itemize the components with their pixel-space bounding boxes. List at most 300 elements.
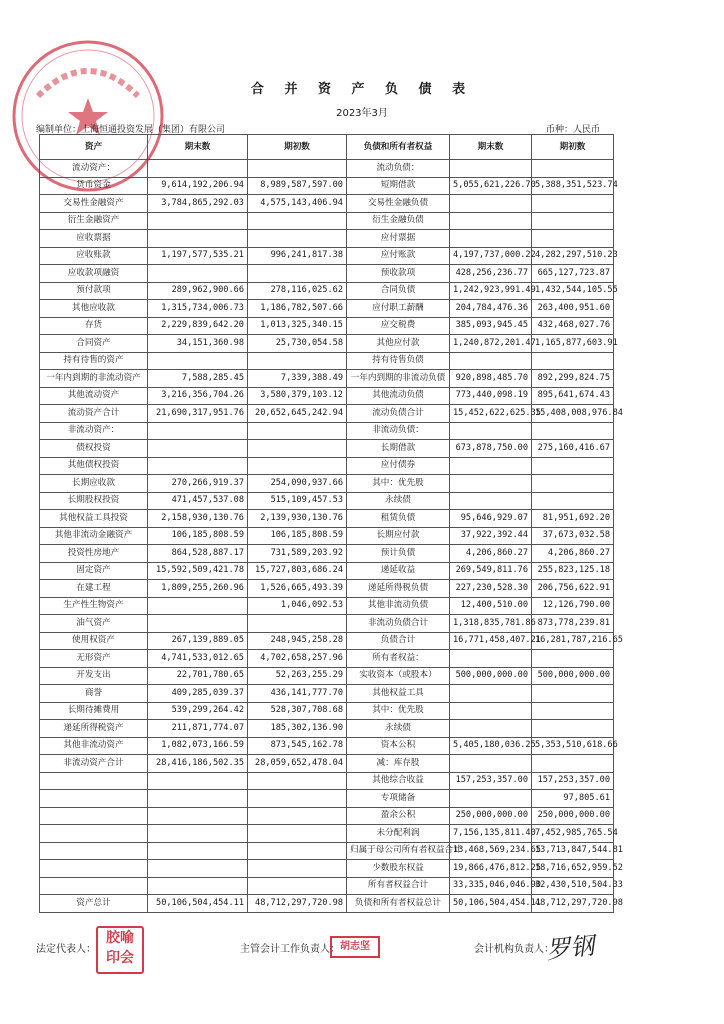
liability-begin-value (532, 755, 614, 773)
asset-begin-value: 48,712,297,720.98 (248, 895, 347, 913)
asset-end-value: 471,457,537.08 (148, 492, 248, 510)
liability-label: 其中：优先股 (347, 475, 450, 493)
liability-end-value (450, 492, 532, 510)
asset-end-value: 15,592,509,421.78 (148, 562, 248, 580)
asset-end-value (148, 842, 248, 860)
asset-label: 应收款项融资 (40, 265, 148, 283)
liability-label: 长期借款 (347, 440, 450, 458)
asset-label: 在建工程 (40, 580, 148, 598)
asset-begin-value (248, 352, 347, 370)
asset-label: 长期待摊费用 (40, 702, 148, 720)
liability-end-value (450, 720, 532, 738)
asset-label: 油气资产 (40, 615, 148, 633)
asset-end-value: 106,185,808.59 (148, 527, 248, 545)
liability-begin-value: 4,282,297,510.23 (532, 247, 614, 265)
asset-begin-value: 4,702,658,257.96 (248, 650, 347, 668)
liability-label: 应付债券 (347, 457, 450, 475)
liability-end-value: 673,878,750.00 (450, 440, 532, 458)
liability-label: 其他权益工具 (347, 685, 450, 703)
liability-end-value (450, 160, 532, 178)
asset-label: 存货 (40, 317, 148, 335)
table-row (40, 160, 614, 178)
asset-begin-value (248, 790, 347, 808)
liability-begin-value: 255,823,125.18 (532, 562, 614, 580)
liability-begin-value: 432,468,027.76 (532, 317, 614, 335)
table-row (40, 597, 614, 615)
liability-begin-value: 275,160,416.67 (532, 440, 614, 458)
asset-label (40, 772, 148, 790)
liability-label: 非流动负债合计 (347, 615, 450, 633)
asset-end-value: 22,701,780.65 (148, 667, 248, 685)
liability-label: 永续债 (347, 720, 450, 738)
asset-end-value: 2,158,930,130.76 (148, 510, 248, 528)
liability-begin-value (532, 650, 614, 668)
asset-label: 预付款项 (40, 282, 148, 300)
table-row (40, 772, 614, 790)
table-row (40, 475, 614, 493)
liability-end-value (450, 685, 532, 703)
liability-begin-value (532, 702, 614, 720)
liability-label: 预计负债 (347, 545, 450, 563)
liability-begin-value: 263,400,951.60 (532, 300, 614, 318)
liability-end-value (450, 702, 532, 720)
asset-begin-value: 15,727,803,686.24 (248, 562, 347, 580)
liability-label: 应付职工薪酬 (347, 300, 450, 318)
asset-begin-value (248, 230, 347, 248)
liability-end-value: 5,055,621,226.70 (450, 177, 532, 195)
asset-end-value (148, 457, 248, 475)
table-row (40, 562, 614, 580)
asset-begin-value: 8,989,587,597.00 (248, 177, 347, 195)
table-row (40, 860, 614, 878)
liability-end-value: 15,452,622,625.35 (450, 405, 532, 423)
liability-begin-value: 32,430,510,504.33 (532, 877, 614, 895)
liability-end-value: 5,405,180,036.25 (450, 737, 532, 755)
asset-end-value (148, 860, 248, 878)
liability-begin-value: 18,716,652,959.52 (532, 860, 614, 878)
liability-begin-value: 13,713,847,544.81 (532, 842, 614, 860)
liability-end-value: 227,230,528.30 (450, 580, 532, 598)
table-row (40, 825, 614, 843)
liability-begin-value (532, 212, 614, 230)
asset-begin-value (248, 860, 347, 878)
liability-label: 其他综合收益 (347, 772, 450, 790)
liability-begin-value: 48,712,297,720.98 (532, 895, 614, 913)
liability-begin-value: 500,000,000.00 (532, 667, 614, 685)
liability-begin-value: 5,388,351,523.74 (532, 177, 614, 195)
asset-end-value (148, 160, 248, 178)
table-row (40, 317, 614, 335)
asset-end-value (148, 230, 248, 248)
liability-begin-value: 97,805.61 (532, 790, 614, 808)
asset-begin-value: 106,185,808.59 (248, 527, 347, 545)
table-row (40, 510, 614, 528)
accounting-head-label: 主管会计工作负责人： (240, 944, 340, 955)
asset-begin-value (248, 825, 347, 843)
asset-label: 流动资产： (40, 160, 148, 178)
asset-begin-value: 528,307,708.68 (248, 702, 347, 720)
currency-label: 币种：人民币 (545, 125, 600, 135)
asset-end-value: 267,139,889.05 (148, 632, 248, 650)
asset-label: 应收票据 (40, 230, 148, 248)
asset-label (40, 842, 148, 860)
table-row (40, 195, 614, 213)
asset-label: 非流动资产： (40, 422, 148, 440)
asset-label: 开发支出 (40, 667, 148, 685)
table-row (40, 335, 614, 353)
liability-label: 实收资本（或股本） (347, 667, 450, 685)
asset-label: 无形资产 (40, 650, 148, 668)
liability-label: 永续债 (347, 492, 450, 510)
liability-begin-value: 665,127,723.87 (532, 265, 614, 283)
asset-label: 长期股权投资 (40, 492, 148, 510)
asset-begin-value: 3,580,379,103.12 (248, 387, 347, 405)
liability-label: 递延所得税负债 (347, 580, 450, 598)
asset-begin-value (248, 440, 347, 458)
asset-begin-value (248, 772, 347, 790)
liability-begin-value: 873,778,239.81 (532, 615, 614, 633)
liability-label: 盈余公积 (347, 807, 450, 825)
liability-begin-value: 206,756,622.91 (532, 580, 614, 598)
liability-label: 衍生金融负债 (347, 212, 450, 230)
table-row (40, 282, 614, 300)
table-row (40, 387, 614, 405)
liability-begin-value (532, 457, 614, 475)
liability-label: 专项储备 (347, 790, 450, 808)
asset-label (40, 807, 148, 825)
asset-end-value (148, 772, 248, 790)
table-row (40, 300, 614, 318)
asset-label: 其他应收款 (40, 300, 148, 318)
asset-begin-value (248, 422, 347, 440)
asset-label: 合同资产 (40, 335, 148, 353)
liability-end-value: 4,197,737,000.22 (450, 247, 532, 265)
asset-begin-value: 436,141,777.70 (248, 685, 347, 703)
asset-begin-value: 515,109,457.53 (248, 492, 347, 510)
asset-begin-value: 278,116,025.62 (248, 282, 347, 300)
asset-label: 货币资金 (40, 177, 148, 195)
asset-end-value: 3,216,356,704.26 (148, 387, 248, 405)
legal-rep-stamp-top: 胶喻 (106, 930, 134, 946)
asset-end-value: 34,151,360.98 (148, 335, 248, 353)
statement-period: 2023年3月 (336, 108, 388, 119)
asset-label: 投资性房地产 (40, 545, 148, 563)
asset-begin-value: 2,139,930,130.76 (248, 510, 347, 528)
liability-end-value: 920,898,485.70 (450, 370, 532, 388)
asset-label: 递延所得税资产 (40, 720, 148, 738)
header-asset-end: 期末数 (148, 135, 248, 160)
asset-label: 非流动资产合计 (40, 755, 148, 773)
liability-begin-value: 1,432,544,105.55 (532, 282, 614, 300)
asset-begin-value (248, 842, 347, 860)
asset-end-value: 7,588,285.45 (148, 370, 248, 388)
liability-label: 资本公积 (347, 737, 450, 755)
asset-begin-value: 1,013,325,340.15 (248, 317, 347, 335)
liability-begin-value (532, 685, 614, 703)
asset-label: 交易性金融资产 (40, 195, 148, 213)
table-row (40, 685, 614, 703)
liability-end-value: 385,093,945.45 (450, 317, 532, 335)
liability-end-value: 7,156,135,811.40 (450, 825, 532, 843)
asset-label: 衍生金融资产 (40, 212, 148, 230)
asset-begin-value: 52,263,255.29 (248, 667, 347, 685)
asset-begin-value: 996,241,817.38 (248, 247, 347, 265)
asset-label: 资产总计 (40, 895, 148, 913)
liability-begin-value: 7,452,985,765.54 (532, 825, 614, 843)
liability-label: 所有者权益： (347, 650, 450, 668)
accounting-dept-label: 会计机构负责人： (474, 944, 554, 955)
asset-end-value (148, 825, 248, 843)
liability-label: 流动负债： (347, 160, 450, 178)
liability-label: 负债和所有者权益总计 (347, 895, 450, 913)
liability-begin-value: 895,641,674.43 (532, 387, 614, 405)
asset-label: 其他流动资产 (40, 387, 148, 405)
liability-label: 其他非流动负债 (347, 597, 450, 615)
liability-label: 短期借款 (347, 177, 450, 195)
asset-end-value (148, 877, 248, 895)
liability-end-value (450, 352, 532, 370)
asset-label: 其他非流动金融资产 (40, 527, 148, 545)
asset-label: 使用权资产 (40, 632, 148, 650)
liability-end-value: 1,240,872,201.47 (450, 335, 532, 353)
liability-label: 所有者权益合计 (347, 877, 450, 895)
liability-label: 未分配利润 (347, 825, 450, 843)
asset-label: 持有待售的资产 (40, 352, 148, 370)
table-row (40, 650, 614, 668)
asset-begin-value: 731,589,203.92 (248, 545, 347, 563)
asset-begin-value: 873,545,162.78 (248, 737, 347, 755)
asset-end-value (148, 422, 248, 440)
table-row (40, 422, 614, 440)
asset-end-value (148, 615, 248, 633)
liability-begin-value: 892,299,824.75 (532, 370, 614, 388)
liability-begin-value: 250,000,000.00 (532, 807, 614, 825)
asset-end-value (148, 265, 248, 283)
liability-begin-value: 16,281,787,216.65 (532, 632, 614, 650)
table-row (40, 352, 614, 370)
asset-end-value: 864,528,887.17 (148, 545, 248, 563)
liability-end-value (450, 755, 532, 773)
asset-end-value: 21,690,317,951.76 (148, 405, 248, 423)
liability-end-value: 16,771,458,407.21 (450, 632, 532, 650)
liability-end-value: 37,922,392.44 (450, 527, 532, 545)
asset-begin-value (248, 212, 347, 230)
liability-end-value: 204,784,476.36 (450, 300, 532, 318)
asset-end-value: 1,315,734,006.73 (148, 300, 248, 318)
liability-end-value: 95,646,929.07 (450, 510, 532, 528)
accounting-head-stamp: 胡志坚 (330, 936, 380, 958)
table-row (40, 877, 614, 895)
table-row (40, 632, 614, 650)
asset-label: 长期应收款 (40, 475, 148, 493)
asset-end-value (148, 440, 248, 458)
table-row (40, 807, 614, 825)
liability-end-value: 50,106,504,454.11 (450, 895, 532, 913)
liability-end-value (450, 212, 532, 230)
header-liabilities: 负债和所有者权益 (347, 135, 450, 160)
liability-end-value: 428,256,236.77 (450, 265, 532, 283)
table-row (40, 405, 614, 423)
asset-label: 其他权益工具投资 (40, 510, 148, 528)
asset-label: 一年内到期的非流动资产 (40, 370, 148, 388)
table-row (40, 790, 614, 808)
liability-label: 其他流动负债 (347, 387, 450, 405)
asset-label: 生产性生物资产 (40, 597, 148, 615)
asset-label: 其他非流动资产 (40, 737, 148, 755)
legal-rep-stamp-bottom: 印会 (106, 950, 134, 966)
liability-label: 租赁负债 (347, 510, 450, 528)
liability-end-value: 157,253,357.00 (450, 772, 532, 790)
liability-label: 长期应付款 (347, 527, 450, 545)
asset-end-value: 289,962,900.66 (148, 282, 248, 300)
table-row (40, 492, 614, 510)
liability-label: 合同负债 (347, 282, 450, 300)
table-row (40, 370, 614, 388)
liability-end-value (450, 475, 532, 493)
liability-end-value: 33,335,046,046.90 (450, 877, 532, 895)
table-row (40, 457, 614, 475)
liability-begin-value (532, 475, 614, 493)
table-row (40, 667, 614, 685)
table-row (40, 702, 614, 720)
liability-end-value: 1,242,923,991.49 (450, 282, 532, 300)
table-row (40, 212, 614, 230)
liability-label: 递延收益 (347, 562, 450, 580)
liability-begin-value: 5,353,510,618.66 (532, 737, 614, 755)
liability-begin-value: 1,165,877,603.91 (532, 335, 614, 353)
asset-end-value: 1,809,255,260.96 (148, 580, 248, 598)
liability-end-value: 269,549,811.76 (450, 562, 532, 580)
table-row (40, 720, 614, 738)
asset-label (40, 825, 148, 843)
header-asset-begin: 期初数 (248, 135, 347, 160)
liability-end-value: 13,468,569,234.65 (450, 842, 532, 860)
asset-end-value: 3,784,865,292.03 (148, 195, 248, 213)
asset-end-value: 1,197,577,535.21 (148, 247, 248, 265)
asset-end-value: 4,741,533,012.65 (148, 650, 248, 668)
asset-begin-value: 185,302,136.90 (248, 720, 347, 738)
liability-label: 减：库存股 (347, 755, 450, 773)
asset-label (40, 877, 148, 895)
table-header-row (40, 135, 614, 160)
legal-rep-stamp (96, 926, 144, 974)
asset-end-value (148, 352, 248, 370)
table-row (40, 177, 614, 195)
asset-begin-value (248, 457, 347, 475)
liability-label: 应付账款 (347, 247, 450, 265)
liability-begin-value: 15,408,008,976.84 (532, 405, 614, 423)
reporting-entity: 编制单位：上海恒通投资发展（集团）有限公司 (36, 125, 226, 135)
asset-begin-value (248, 265, 347, 283)
liability-begin-value (532, 230, 614, 248)
liability-end-value: 500,000,000.00 (450, 667, 532, 685)
liability-label: 非流动负债： (347, 422, 450, 440)
table-row (40, 580, 614, 598)
liability-label: 其中：优先股 (347, 702, 450, 720)
liability-label: 少数股东权益 (347, 860, 450, 878)
liability-end-value (450, 230, 532, 248)
accounting-dept-signature: 罗钢 (544, 931, 596, 965)
asset-begin-value: 20,652,645,242.94 (248, 405, 347, 423)
asset-end-value: 270,266,919.37 (148, 475, 248, 493)
asset-end-value: 539,299,264.42 (148, 702, 248, 720)
liability-label: 交易性金融负债 (347, 195, 450, 213)
header-liab-end: 期末数 (450, 135, 532, 160)
liability-end-value (450, 457, 532, 475)
asset-begin-value: 1,186,782,507.66 (248, 300, 347, 318)
liability-end-value (450, 790, 532, 808)
asset-begin-value: 1,046,092.53 (248, 597, 347, 615)
table-row (40, 895, 614, 913)
asset-begin-value: 254,090,937.66 (248, 475, 347, 493)
asset-label (40, 790, 148, 808)
balance-sheet-table (39, 134, 623, 913)
liability-label: 应付票据 (347, 230, 450, 248)
asset-end-value (148, 807, 248, 825)
statement-title: 合 并 资 产 负 债 表 (250, 82, 474, 97)
liability-end-value: 1,318,835,781.86 (450, 615, 532, 633)
table-row (40, 755, 614, 773)
asset-label: 应收账款 (40, 247, 148, 265)
asset-label: 债权投资 (40, 440, 148, 458)
table-row (40, 265, 614, 283)
table-row (40, 615, 614, 633)
asset-label: 固定资产 (40, 562, 148, 580)
asset-begin-value (248, 160, 347, 178)
asset-label: 其他债权投资 (40, 457, 148, 475)
asset-end-value: 9,614,192,206.94 (148, 177, 248, 195)
asset-end-value: 1,082,073,166.59 (148, 737, 248, 755)
asset-label (40, 860, 148, 878)
liability-end-value: 250,000,000.00 (450, 807, 532, 825)
asset-begin-value: 25,730,054.58 (248, 335, 347, 353)
liability-end-value (450, 650, 532, 668)
liability-label: 流动负债合计 (347, 405, 450, 423)
liability-begin-value: 4,206,860.27 (532, 545, 614, 563)
liability-begin-value (532, 492, 614, 510)
liability-begin-value: 37,673,032.58 (532, 527, 614, 545)
liability-begin-value (532, 160, 614, 178)
liability-begin-value (532, 195, 614, 213)
asset-end-value: 409,285,039.37 (148, 685, 248, 703)
liability-label: 应交税费 (347, 317, 450, 335)
asset-end-value: 28,416,186,502.35 (148, 755, 248, 773)
liability-begin-value (532, 720, 614, 738)
asset-end-value: 2,229,839,642.20 (148, 317, 248, 335)
liability-end-value: 12,400,510.00 (450, 597, 532, 615)
liability-end-value (450, 195, 532, 213)
table-body (40, 160, 623, 913)
liability-label: 归属于母公司所有者权益合计 (347, 842, 450, 860)
asset-end-value: 50,106,504,454.11 (148, 895, 248, 913)
liability-begin-value: 81,951,692.20 (532, 510, 614, 528)
liability-end-value: 19,866,476,812.25 (450, 860, 532, 878)
table-row (40, 527, 614, 545)
table-row (40, 545, 614, 563)
asset-begin-value: 28,059,652,478.04 (248, 755, 347, 773)
table-row (40, 230, 614, 248)
liability-label: 持有待售负债 (347, 352, 450, 370)
table-row (40, 842, 614, 860)
asset-label: 流动资产合计 (40, 405, 148, 423)
header-liab-begin: 期初数 (532, 135, 614, 160)
asset-begin-value (248, 615, 347, 633)
asset-end-value (148, 790, 248, 808)
asset-label: 商誉 (40, 685, 148, 703)
liability-begin-value (532, 422, 614, 440)
asset-begin-value (248, 877, 347, 895)
asset-begin-value: 4,575,143,406.94 (248, 195, 347, 213)
